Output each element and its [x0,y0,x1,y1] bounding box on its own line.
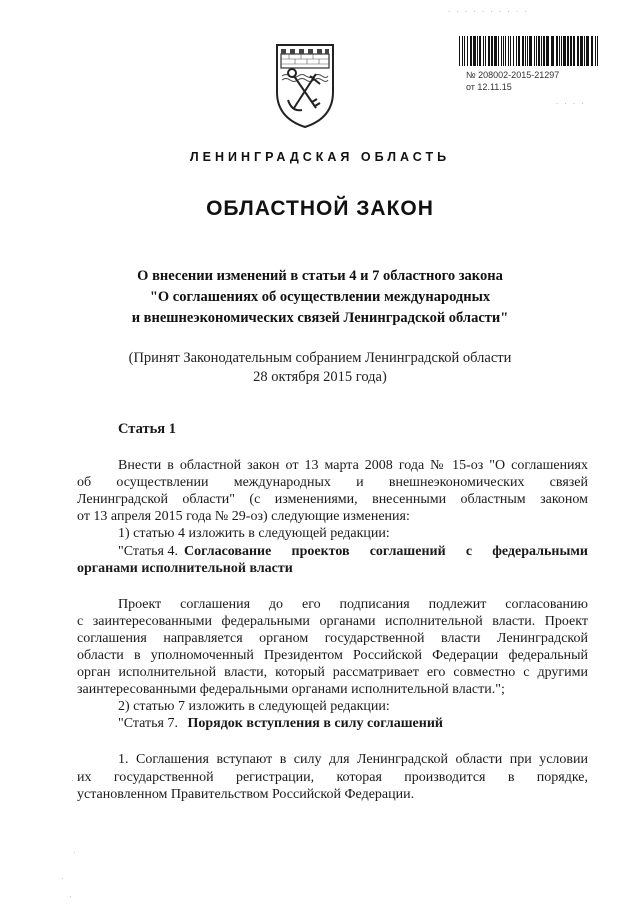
barcode-bar [513,36,514,66]
barcode-bar [534,36,535,66]
paragraph-line: 1. Соглашения вступают в силу для Ленинградской области при условии [118,752,588,767]
barcode-bar [518,36,520,66]
paragraph-line: Проект соглашения до его подписания подлежит согласованию [118,597,588,612]
paragraph-line: заинтересованными федеральными органами исполнительной власти."; [77,682,505,697]
barcode-bar [567,36,569,66]
adoption-note-line: 28 октября 2015 года) [253,369,387,385]
barcode-bar [498,36,499,66]
barcode-bar [510,36,511,66]
barcode-bar [491,36,493,66]
article-heading: Статья 1 [118,421,176,437]
barcode [459,36,599,66]
adoption-note-line: (Принят Законодательным собранием Ленинградской области [128,350,512,366]
barcode-bar [595,36,596,66]
barcode-bar [586,36,589,66]
barcode-bar [577,36,579,66]
scan-artifact [74,852,75,853]
article-4-heading [118,543,588,560]
article-7-heading [118,715,443,732]
barcode-bar [501,36,502,66]
barcode-bar [494,36,497,66]
barcode-bar [584,36,585,66]
barcode-bar [538,36,540,66]
barcode-bar [503,36,504,66]
article-7-prefix: "Статья 7. [118,716,178,731]
barcode-bar [561,36,562,66]
barcode-bar [527,36,528,66]
barcode-bar [580,36,583,66]
registration-date: от 12.11.15 [466,82,512,92]
paragraph-line: соглашения направляется органом государственной власти Ленинградской [77,631,588,646]
scan-artifact [72,780,73,781]
barcode-bar [473,36,476,66]
barcode-bar [541,36,542,66]
barcode-bar [516,36,517,66]
article-4-prefix: "Статья 4. [118,544,178,559]
barcode-bar [556,36,558,66]
paragraph-line: об осуществлении международных и внешнеэкономических связей [77,475,588,490]
paragraph-line: Внести в областной закон от 13 марта 2008 года № 15-оз "О соглашениях [118,458,588,473]
scan-artifact [70,896,71,897]
barcode-bar [459,36,460,66]
barcode-bar [529,36,532,66]
barcode-bar [508,36,509,66]
law-title-line: "О соглашениях об осуществлении международных [149,289,491,305]
barcode-bar [477,36,478,66]
barcode-bar [551,36,554,66]
barcode-bar [573,36,575,66]
barcode-bar [570,36,572,66]
paragraph-line: установленном Правительством Российской Федерации. [77,787,415,802]
article-7-title: Порядок вступления в силу соглашений [187,716,443,731]
barcode-bar [525,36,526,66]
barcode-bar [464,36,465,66]
barcode-bar [467,36,468,66]
paragraph-line: области в уполномоченный Президентом Российской Федерации федеральный [77,648,588,663]
paragraph-line: орган исполнительной власти, который рассматривает его совместно с другими [77,665,588,680]
list-item: 2) статью 7 изложить в следующей редакции: [118,699,390,714]
registration-number: № 208002-2015-21297 [466,70,560,80]
barcode-bar [546,36,549,66]
barcode-bar [470,36,472,66]
document-type-heading: ОБЛАСТНОЙ ЗАКОН [206,197,434,220]
barcode-bar [479,36,481,66]
barcode-bar [505,36,506,66]
law-title-line: и внешнеэкономических связей Ленинградской области" [131,310,509,326]
article-4-title: Согласование проектов соглашений с федеральными [183,544,588,559]
barcode-bar [483,36,484,66]
paragraph-line: от 13 апреля 2015 года № 29-оз) следующие изменения: [77,509,410,524]
scan-artifact [62,878,63,879]
paragraph-line: Ленинградской области" (с изменениями, внесенными областным законом [77,492,588,507]
barcode-bar [597,36,598,66]
barcode-bar [591,36,593,66]
article-4-title-continued: органами исполнительной власти [77,561,293,576]
scan-artifact: . . . . . . . . . . [448,4,529,14]
list-item: 1) статью 4 изложить в следующей редакции: [118,526,390,541]
barcode-bar [485,36,486,66]
region-name: ЛЕНИНГРАДСКАЯ ОБЛАСТЬ [189,150,451,164]
barcode-bar [488,36,490,66]
paragraph-line: их государственной регистрации, которая производится в порядке, [77,770,588,785]
barcode-bar [462,36,463,66]
barcode-bar [559,36,560,66]
paragraph-line: с заинтересованными федеральными органами исполнительной власти. Проект [77,614,588,629]
barcode-bar [563,36,566,66]
barcode-bar [536,36,537,66]
coat-of-arms-emblem [272,40,338,130]
barcode-bar [543,36,545,66]
law-title-line: О внесении изменений в статьи 4 и 7 областного закона [137,268,503,284]
barcode-bar [522,36,524,66]
scan-artifact: . . . . [556,96,586,106]
